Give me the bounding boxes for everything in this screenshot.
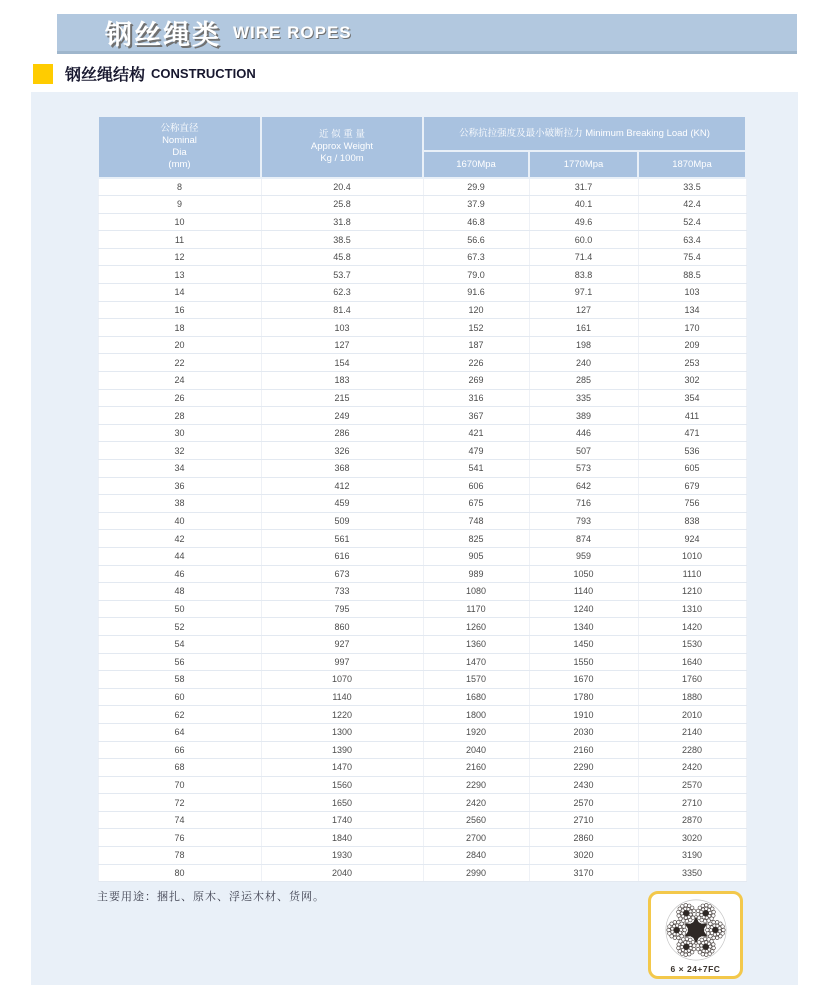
table-cell: 748 bbox=[423, 512, 529, 530]
table-cell: 3350 bbox=[638, 864, 746, 882]
table-cell: 2710 bbox=[638, 794, 746, 812]
table-cell: 679 bbox=[638, 477, 746, 495]
page-title-en: WIRE ROPES bbox=[233, 22, 352, 42]
table-cell: 1140 bbox=[261, 688, 423, 706]
table-cell: 479 bbox=[423, 442, 529, 460]
table-cell: 1070 bbox=[261, 671, 423, 689]
table-cell: 673 bbox=[261, 565, 423, 583]
table-cell: 83.8 bbox=[529, 266, 638, 284]
table-cell: 20 bbox=[98, 336, 261, 354]
table-cell: 28 bbox=[98, 407, 261, 425]
table-cell: 2040 bbox=[261, 864, 423, 882]
table-row bbox=[98, 688, 746, 706]
table-cell: 354 bbox=[638, 389, 746, 407]
table-cell: 561 bbox=[261, 530, 423, 548]
table-cell: 605 bbox=[638, 460, 746, 478]
table-cell: 91.6 bbox=[423, 284, 529, 302]
table-cell: 11 bbox=[98, 231, 261, 249]
table-cell: 302 bbox=[638, 372, 746, 390]
table-cell: 183 bbox=[261, 372, 423, 390]
table-cell: 9 bbox=[98, 196, 261, 214]
table-cell: 2280 bbox=[638, 741, 746, 759]
table-cell: 1310 bbox=[638, 600, 746, 618]
table-cell: 2430 bbox=[529, 776, 638, 794]
table-cell: 1080 bbox=[423, 583, 529, 601]
table-cell: 25.8 bbox=[261, 196, 423, 214]
table-cell: 2570 bbox=[638, 776, 746, 794]
page-title-cn: 钢丝绳类 bbox=[105, 20, 221, 50]
table-cell: 154 bbox=[261, 354, 423, 372]
table-cell: 421 bbox=[423, 424, 529, 442]
table-cell: 1220 bbox=[261, 706, 423, 724]
table-cell: 76 bbox=[98, 829, 261, 847]
table-row bbox=[98, 512, 746, 530]
table-cell: 56 bbox=[98, 653, 261, 671]
table-cell: 81.4 bbox=[261, 301, 423, 319]
table-row bbox=[98, 407, 746, 425]
table-cell: 54 bbox=[98, 635, 261, 653]
table-cell: 1260 bbox=[423, 618, 529, 636]
table-cell: 12 bbox=[98, 248, 261, 266]
table-cell: 733 bbox=[261, 583, 423, 601]
table-cell: 412 bbox=[261, 477, 423, 495]
table-cell: 80 bbox=[98, 864, 261, 882]
table-cell: 34 bbox=[98, 460, 261, 478]
table-cell: 32 bbox=[98, 442, 261, 460]
table-cell: 927 bbox=[261, 635, 423, 653]
table-row bbox=[98, 477, 746, 495]
table-cell: 3190 bbox=[638, 847, 746, 865]
table-cell: 198 bbox=[529, 336, 638, 354]
table-cell: 249 bbox=[261, 407, 423, 425]
table-cell: 38.5 bbox=[261, 231, 423, 249]
table-cell: 50 bbox=[98, 600, 261, 618]
table-cell: 40.1 bbox=[529, 196, 638, 214]
table-cell: 79.0 bbox=[423, 266, 529, 284]
table-cell: 16 bbox=[98, 301, 261, 319]
section-title-cn: 钢丝绳结构 bbox=[65, 67, 146, 84]
table-cell: 72 bbox=[98, 794, 261, 812]
header-nominal-dia bbox=[98, 116, 261, 178]
table-cell: 49.6 bbox=[529, 213, 638, 231]
table-cell: 286 bbox=[261, 424, 423, 442]
section-header bbox=[33, 62, 256, 85]
table-cell: 1840 bbox=[261, 829, 423, 847]
table-cell: 1930 bbox=[261, 847, 423, 865]
table-row bbox=[98, 547, 746, 565]
table-cell: 1910 bbox=[529, 706, 638, 724]
table-cell: 2160 bbox=[423, 759, 529, 777]
table-cell: 2990 bbox=[423, 864, 529, 882]
table-cell: 2840 bbox=[423, 847, 529, 865]
table-cell: 642 bbox=[529, 477, 638, 495]
table-row bbox=[98, 864, 746, 882]
table-row bbox=[98, 671, 746, 689]
table-cell: 2290 bbox=[423, 776, 529, 794]
table-cell: 20.4 bbox=[261, 178, 423, 196]
table-cell: 2700 bbox=[423, 829, 529, 847]
table-cell: 13 bbox=[98, 266, 261, 284]
header-line: Nominal bbox=[162, 135, 197, 147]
table-cell: 335 bbox=[529, 389, 638, 407]
table-row bbox=[98, 424, 746, 442]
table-cell: 1760 bbox=[638, 671, 746, 689]
table-cell: 1740 bbox=[261, 811, 423, 829]
table-cell: 924 bbox=[638, 530, 746, 548]
table-cell: 60.0 bbox=[529, 231, 638, 249]
table-row bbox=[98, 776, 746, 794]
table-cell: 2420 bbox=[423, 794, 529, 812]
table-cell: 58 bbox=[98, 671, 261, 689]
table-cell: 1800 bbox=[423, 706, 529, 724]
table-cell: 1240 bbox=[529, 600, 638, 618]
table-row bbox=[98, 248, 746, 266]
table-cell: 573 bbox=[529, 460, 638, 478]
table-row bbox=[98, 741, 746, 759]
table-cell: 2570 bbox=[529, 794, 638, 812]
table-cell: 45.8 bbox=[261, 248, 423, 266]
table-cell: 536 bbox=[638, 442, 746, 460]
table-row bbox=[98, 829, 746, 847]
table-row bbox=[98, 354, 746, 372]
table-cell: 1420 bbox=[638, 618, 746, 636]
table-cell: 326 bbox=[261, 442, 423, 460]
section-bullet-icon bbox=[33, 64, 53, 84]
table-cell: 38 bbox=[98, 495, 261, 513]
table-row bbox=[98, 460, 746, 478]
table-row bbox=[98, 618, 746, 636]
table-cell: 509 bbox=[261, 512, 423, 530]
table-cell: 2290 bbox=[529, 759, 638, 777]
table-cell: 170 bbox=[638, 319, 746, 337]
table-cell: 2040 bbox=[423, 741, 529, 759]
table-row bbox=[98, 635, 746, 653]
table-row bbox=[98, 706, 746, 724]
table-cell: 31.7 bbox=[529, 178, 638, 196]
table-cell: 1560 bbox=[261, 776, 423, 794]
table-row bbox=[98, 196, 746, 214]
table-cell: 103 bbox=[261, 319, 423, 337]
rope-cross-section-icon bbox=[663, 897, 729, 963]
table-cell: 2420 bbox=[638, 759, 746, 777]
table-cell: 446 bbox=[529, 424, 638, 442]
table-cell: 120 bbox=[423, 301, 529, 319]
table-cell: 411 bbox=[638, 407, 746, 425]
table-cell: 56.6 bbox=[423, 231, 529, 249]
table-cell: 36 bbox=[98, 477, 261, 495]
table-cell: 316 bbox=[423, 389, 529, 407]
header-line: 公称直径 bbox=[160, 123, 199, 135]
table-cell: 253 bbox=[638, 354, 746, 372]
table-row bbox=[98, 653, 746, 671]
table-cell: 905 bbox=[423, 547, 529, 565]
table-cell: 30 bbox=[98, 424, 261, 442]
table-cell: 507 bbox=[529, 442, 638, 460]
header-1870mpa: 1870Mpa bbox=[638, 151, 746, 178]
table-cell: 63.4 bbox=[638, 231, 746, 249]
table-cell: 127 bbox=[529, 301, 638, 319]
header-approx-weight bbox=[261, 116, 423, 178]
table-cell: 187 bbox=[423, 336, 529, 354]
table-cell: 48 bbox=[98, 583, 261, 601]
table-cell: 616 bbox=[261, 547, 423, 565]
table-cell: 68 bbox=[98, 759, 261, 777]
specification-table bbox=[97, 115, 747, 882]
table-cell: 285 bbox=[529, 372, 638, 390]
table-cell: 134 bbox=[638, 301, 746, 319]
table-row bbox=[98, 565, 746, 583]
table-cell: 3020 bbox=[529, 847, 638, 865]
table-row bbox=[98, 442, 746, 460]
table-cell: 75.4 bbox=[638, 248, 746, 266]
table-cell: 64 bbox=[98, 723, 261, 741]
table-cell: 52 bbox=[98, 618, 261, 636]
table-cell: 10 bbox=[98, 213, 261, 231]
table-cell: 2870 bbox=[638, 811, 746, 829]
table-cell: 103 bbox=[638, 284, 746, 302]
header-line: Dia bbox=[172, 147, 187, 158]
table-cell: 62 bbox=[98, 706, 261, 724]
table-cell: 62.3 bbox=[261, 284, 423, 302]
table-cell: 1670 bbox=[529, 671, 638, 689]
table-cell: 60 bbox=[98, 688, 261, 706]
table-cell: 1570 bbox=[423, 671, 529, 689]
table-cell: 2560 bbox=[423, 811, 529, 829]
table-row bbox=[98, 759, 746, 777]
table-cell: 1530 bbox=[638, 635, 746, 653]
table-cell: 2160 bbox=[529, 741, 638, 759]
table-cell: 2010 bbox=[638, 706, 746, 724]
table-cell: 52.4 bbox=[638, 213, 746, 231]
table-cell: 209 bbox=[638, 336, 746, 354]
table-cell: 46.8 bbox=[423, 213, 529, 231]
table-cell: 215 bbox=[261, 389, 423, 407]
table-cell: 874 bbox=[529, 530, 638, 548]
table-cell: 152 bbox=[423, 319, 529, 337]
table-cell: 2140 bbox=[638, 723, 746, 741]
table-cell: 3020 bbox=[638, 829, 746, 847]
table-header bbox=[98, 116, 746, 178]
table-row bbox=[98, 319, 746, 337]
table-cell: 793 bbox=[529, 512, 638, 530]
table-cell: 24 bbox=[98, 372, 261, 390]
table-cell: 1680 bbox=[423, 688, 529, 706]
table-cell: 471 bbox=[638, 424, 746, 442]
table-cell: 1880 bbox=[638, 688, 746, 706]
table-cell: 3170 bbox=[529, 864, 638, 882]
table-row bbox=[98, 389, 746, 407]
table-cell: 838 bbox=[638, 512, 746, 530]
table-cell: 37.9 bbox=[423, 196, 529, 214]
table-cell: 44 bbox=[98, 547, 261, 565]
table-cell: 825 bbox=[423, 530, 529, 548]
table-cell: 1340 bbox=[529, 618, 638, 636]
table-cell: 989 bbox=[423, 565, 529, 583]
rope-construction-label: 6 × 24+7FC bbox=[670, 964, 721, 974]
table-cell: 226 bbox=[423, 354, 529, 372]
table-cell: 1110 bbox=[638, 565, 746, 583]
table-cell: 26 bbox=[98, 389, 261, 407]
table-row bbox=[98, 794, 746, 812]
header-line: (mm) bbox=[168, 158, 191, 170]
table-cell: 389 bbox=[529, 407, 638, 425]
table-cell: 2860 bbox=[529, 829, 638, 847]
rope-cross-section-box bbox=[648, 891, 743, 979]
header-1770mpa: 1770Mpa bbox=[529, 151, 638, 178]
section-title-en: CONSTRUCTION bbox=[151, 66, 256, 81]
table-body bbox=[98, 178, 746, 882]
table-row bbox=[98, 583, 746, 601]
table-cell: 2710 bbox=[529, 811, 638, 829]
table-row bbox=[98, 178, 746, 196]
table-cell: 606 bbox=[423, 477, 529, 495]
table-cell: 22 bbox=[98, 354, 261, 372]
table-cell: 53.7 bbox=[261, 266, 423, 284]
table-cell: 716 bbox=[529, 495, 638, 513]
table-cell: 1470 bbox=[261, 759, 423, 777]
table-cell: 1390 bbox=[261, 741, 423, 759]
table-cell: 40 bbox=[98, 512, 261, 530]
table-cell: 1140 bbox=[529, 583, 638, 601]
table-row bbox=[98, 266, 746, 284]
table-cell: 1300 bbox=[261, 723, 423, 741]
table-cell: 2030 bbox=[529, 723, 638, 741]
table-cell: 18 bbox=[98, 319, 261, 337]
table-cell: 959 bbox=[529, 547, 638, 565]
table-cell: 33.5 bbox=[638, 178, 746, 196]
header-line: 近 似 重 量 bbox=[319, 129, 365, 141]
table-row bbox=[98, 530, 746, 548]
table-row bbox=[98, 847, 746, 865]
table-cell: 42 bbox=[98, 530, 261, 548]
table-cell: 78 bbox=[98, 847, 261, 865]
table-cell: 367 bbox=[423, 407, 529, 425]
header-line: Approx Weight bbox=[310, 141, 374, 153]
table-row bbox=[98, 372, 746, 390]
header-1670mpa: 1670Mpa bbox=[423, 151, 529, 178]
table-cell: 1050 bbox=[529, 565, 638, 583]
table-cell: 795 bbox=[261, 600, 423, 618]
table-cell: 46 bbox=[98, 565, 261, 583]
header-line: Kg / 100m bbox=[320, 152, 364, 164]
table-row bbox=[98, 600, 746, 618]
table-cell: 675 bbox=[423, 495, 529, 513]
table-cell: 31.8 bbox=[261, 213, 423, 231]
table-row bbox=[98, 811, 746, 829]
table-cell: 14 bbox=[98, 284, 261, 302]
table-cell: 269 bbox=[423, 372, 529, 390]
table-row bbox=[98, 336, 746, 354]
table-cell: 1780 bbox=[529, 688, 638, 706]
table-cell: 1640 bbox=[638, 653, 746, 671]
table-cell: 161 bbox=[529, 319, 638, 337]
table-cell: 1360 bbox=[423, 635, 529, 653]
table-cell: 541 bbox=[423, 460, 529, 478]
table-row bbox=[98, 495, 746, 513]
table-cell: 88.5 bbox=[638, 266, 746, 284]
table-cell: 70 bbox=[98, 776, 261, 794]
table-cell: 1170 bbox=[423, 600, 529, 618]
table-cell: 1470 bbox=[423, 653, 529, 671]
table-cell: 42.4 bbox=[638, 196, 746, 214]
table-cell: 1550 bbox=[529, 653, 638, 671]
table-cell: 1650 bbox=[261, 794, 423, 812]
usage-note: 主要用途：捆扎、原木、浮运木材、货网。 bbox=[97, 891, 325, 903]
table-cell: 74 bbox=[98, 811, 261, 829]
table-cell: 459 bbox=[261, 495, 423, 513]
table-cell: 29.9 bbox=[423, 178, 529, 196]
table-cell: 1210 bbox=[638, 583, 746, 601]
table-cell: 1450 bbox=[529, 635, 638, 653]
table-cell: 756 bbox=[638, 495, 746, 513]
table-row bbox=[98, 301, 746, 319]
page-title-bar bbox=[57, 14, 797, 54]
table-row bbox=[98, 231, 746, 249]
table-cell: 1920 bbox=[423, 723, 529, 741]
table-cell: 240 bbox=[529, 354, 638, 372]
table-cell: 71.4 bbox=[529, 248, 638, 266]
table-cell: 67.3 bbox=[423, 248, 529, 266]
table-cell: 97.1 bbox=[529, 284, 638, 302]
table-cell: 8 bbox=[98, 178, 261, 196]
content-panel bbox=[31, 92, 798, 985]
header-breaking-load-group: 公称抗拉强度及最小破断拉力 Minimum Breaking Load (KN) bbox=[423, 116, 746, 151]
table-row bbox=[98, 284, 746, 302]
table-cell: 997 bbox=[261, 653, 423, 671]
table-row bbox=[98, 213, 746, 231]
table-cell: 1010 bbox=[638, 547, 746, 565]
table-row bbox=[98, 723, 746, 741]
table-cell: 860 bbox=[261, 618, 423, 636]
table-cell: 368 bbox=[261, 460, 423, 478]
table-cell: 66 bbox=[98, 741, 261, 759]
table-cell: 127 bbox=[261, 336, 423, 354]
